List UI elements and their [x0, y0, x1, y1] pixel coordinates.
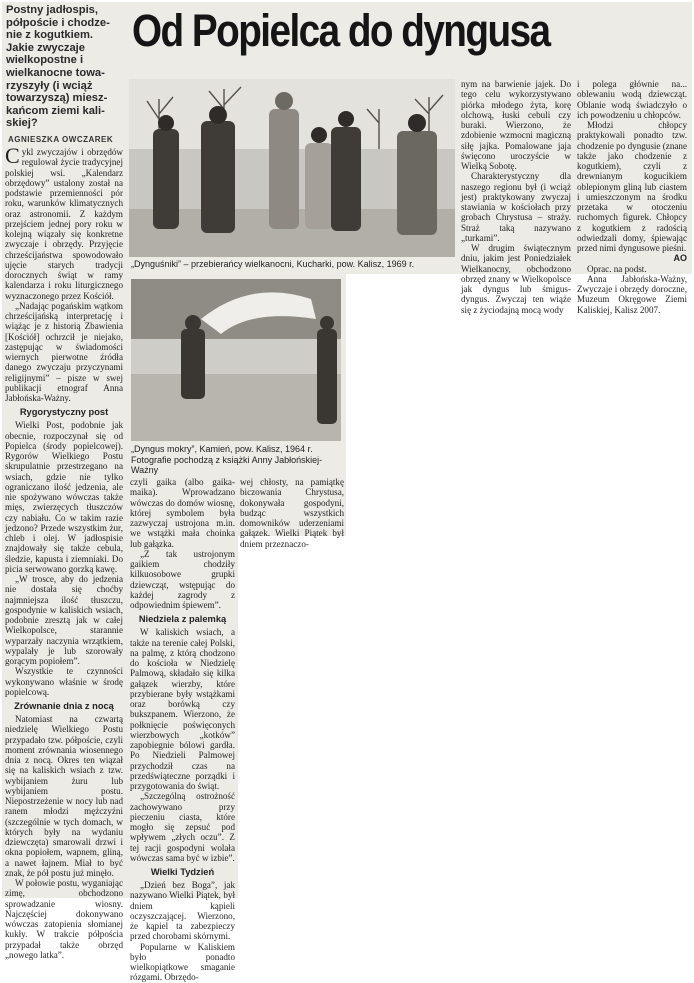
photo-dyngus-mokry-caption: „Dyngus mokry”, Kamień, pow. Kalisz, 1964 r. Fotografie pochodzą z książki Anny Jabłońskiej-Ważny — [131, 444, 323, 475]
paragraph: „W trosce, aby do jedzenia nie dostała się choćby najmniejsza ilość tłuszczu, gospodynie w kaliskich wsiach, podobnie zresztą jak w całej Wielkopolsce, starannie wyparzały naczynia wrzątkiem, wypalały je lub szorowały gorącym popiołem”. — [5, 574, 123, 666]
subheading-palm-sunday: Niedziela z palemką — [138, 614, 227, 625]
column-middle-right — [240, 477, 344, 549]
paragraph: wej chłosty, na pamiątkę biczowania Chrystusa, dokonywała gospodyni, budząc wszystkich domowników uderzeniami gałązek. Wielki Piątek był dniem przeznaczo- — [240, 477, 344, 549]
photo-dyngusniki-image — [129, 79, 455, 257]
paragraph: nym na barwienie jajek. Do tego celu wykorzystywano piórka młodego żyta, korę olchową, łuski cebuli czy buraki. Wierzono, że zdobienie wzmocni magiczną siłę jajka. Pomalowane jaja święcono uroczyście w Wielką Sobotę. — [461, 79, 571, 171]
subheading-equinox: Zrównanie dnia z nocą — [14, 701, 114, 711]
column-middle — [130, 477, 235, 983]
paragraph: Anna Jabłońska-Ważny, Zwyczaje i obrzędy doroczne, Muzeum Okręgowe Ziemi Kaliskiej, Kalisz 2007. — [577, 273, 687, 315]
paragraph: W połowie postu, wyganiając zimę, obchodzono sprowadzanie wiosny. Najczęściej dokonywano wówczas zatopienia słomianej kukły. W trakcie półpościa przypadał także obrzęd „nowego latka”. — [5, 878, 123, 960]
paragraph: „Z tak ustrojonym gaikiem chodziły kilkuosobowe grupki dziewcząt, wstępując do każdej zagrody z odpowiednim śpiewem”. — [130, 548, 235, 610]
column-top-middle — [461, 79, 571, 315]
paragraph: Młodzi chłopcy praktykowali ponadto tzw. chodzenie po dyngusie (znane także jako chodzenie z kogutkiem), czyli z drewnianym kogucikiem oblepionym gliną lub ciastem i umieszczonym na środku przetaka w otoczeniu ruchomych figurek. Chłopcy z kogutkiem z radością odwiedzali domy, śpiewając przed nimi dyngusowe pieśni. — [577, 120, 687, 253]
photo-dyngus-mokry-image — [131, 279, 341, 441]
photo-dyngusniki-caption: „Dynguśniki” – przebierańcy wielkanocni, Kucharki, pow. Kalisz, 1969 r. — [131, 259, 415, 269]
paragraph: „Szczególną ostrożność zachowywano przy pieczeniu ciasta, które mogło się zepsuć pod wpływem „złych oczu”. Z tej racji gospodyni wolała wówczas sama być w izbie”. — [130, 791, 235, 863]
paragraph: Charakterystyczny dla naszego regionu był (i wciąż jest) praktykowany zwyczaj stawiania w kościołach przy grobach Chrystusa – straży. Straż taką nazywano „turkami”. — [461, 171, 571, 243]
photo-dyngusniki — [129, 79, 455, 257]
author-byline: AGNIESZKA OWCZAREK — [8, 135, 114, 144]
subheading-post: Rygorystyczny post — [19, 407, 109, 418]
paragraph: Cykl zwyczajów i obrzędów regulował życie tradycyjnej polskiej wsi. „Kalendarz obrzędowy” ustalony został na podstawie przemienności pór roku, warunków klimatycznych oraz astronomii. Z każdym przejściem jednej pory roku w kolejną wiązały się konkretne zwyczaje i obrzędy. Przyjęcie chrześcijaństwa spowodowało ujęcie starych tradycji dorocznych świąt w ramy kalendarza i roku liturgicznego wyznaczonego przez Kościół. — [5, 143, 123, 301]
paragraph: „Dzień bez Boga”, jak nazywano Wielki Piątek, był dniem kąpieli oczyszczającej. Wierzono, że kąpiel ta zabezpieczy przed chorobami skórnymi. — [130, 880, 235, 942]
paragraph: W kaliskich wsiach, a także na terenie całej Polski, na palmę, z którą chodzono do kościoła w Niedzielę Palmową, składało się kilka gałązek wierzby, które przybierane były wstążkami oraz borówką czy bukszpanem. Wierzono, że połknięcie poświęconych wierzbowych „kotków” zapobiegnie bólowi gardła. Po Niedzieli Palmowej przychodził czas na przedświąteczne porządki i przygotowania do świąt. — [130, 627, 235, 791]
paragraph: W drugim świątecznym dniu, jakim jest Poniedziałek Wielkanocny, obchodzono obrzęd znany w Wielkopolsce jak dyngus lub śmigus-dyngus. Zwyczaj ten wiąże się z życiodajną mocą wody — [461, 243, 571, 315]
paragraph: „Nadając pogańskim wątkom chrześcijańską interpretację i wiążąc je z historią Zbawienia [Kościół] ochrzcił je niejako, zastępując w świadomości wiernych pierwotne źródła danego zwyczaju przyczynami religijnymi” – pisze w swej publikacji etnograf Anna Jabłońska-Ważny. — [5, 300, 123, 403]
intro-lead: Postny jadłospis, półpoście i chodze- nie z kogutkiem. Jakie zwyczaje wielkopostne i wielkanocne towa- rzyszyły (i wciąż towarzyszą) miesz- kańcom ziemi kali- skiej? — [6, 4, 110, 130]
author-initials: AO — [673, 253, 687, 264]
paragraph: Wszystkie te czynności wykonywano właśnie w środę popielcową. — [5, 666, 123, 697]
photo-dyngus-mokry — [131, 279, 341, 441]
paragraph: Popularne w Kaliskiem było ponadto wielkopiątkowe smaganie rózgami. Obrzędo- — [130, 941, 235, 983]
paragraph: Wielki Post, podobnie jak obecnie, rozpoczynał się od Popielca (środy popielcowej). Rygorów Wielkiego Postu skrupulatnie przestrzegano na wsiach, gdzie nie tylko ograniczano ilość jedzenia, ale nie spożywano wówczas także mięs, zwierzęcych tłuszczów czy nabiału. Co w takim razie jedzono? Przede wszystkim żur, chleb i olej. W jadłospisie znajdowały się także cebula, śledzie, kapusta i ziemniaki. Do picia serwowano gorzką kawę. — [5, 420, 123, 574]
column-left — [5, 143, 123, 960]
subheading-holy-week: Wielki Tydzień — [150, 867, 215, 877]
column-top-right — [577, 79, 687, 315]
paragraph: i polega głównie na... oblewaniu wodą dziewcząt. Oblanie wodą świadczyło o ich powodzeniu u chłopców. — [577, 79, 687, 120]
headline: Od Popielca do dyngusa — [132, 5, 550, 56]
paragraph: czyli gaika (albo gaika-maika). Wprowadzano wówczas do domów wiosnę, której symbolem była zazwyczaj ustrojona m.in. we wstążki mała choinka lub gałązka. — [130, 477, 235, 549]
paragraph: Oprac. na podst. — [587, 263, 647, 274]
paragraph: Natomiast na czwartą niedzielę Wielkiego Postu przypadało tzw. półpoście, czyli moment zrównania wiosennego dnia z nocą. Okres ten wiązał się na kaliskich wsiach z tzw. wybijaniem żuru lub wybijaniem postu. Niepostrzeżenie w nocy lub nad ranem młodzi mężczyźni (szczególnie w tych domach, w których były na wydaniu dziewczęta) smarowali drzwi i okna popiołem, wapnem, gliną, a nawet łajnem. Miał to być znak, że pół postu już minęło. — [5, 714, 123, 878]
